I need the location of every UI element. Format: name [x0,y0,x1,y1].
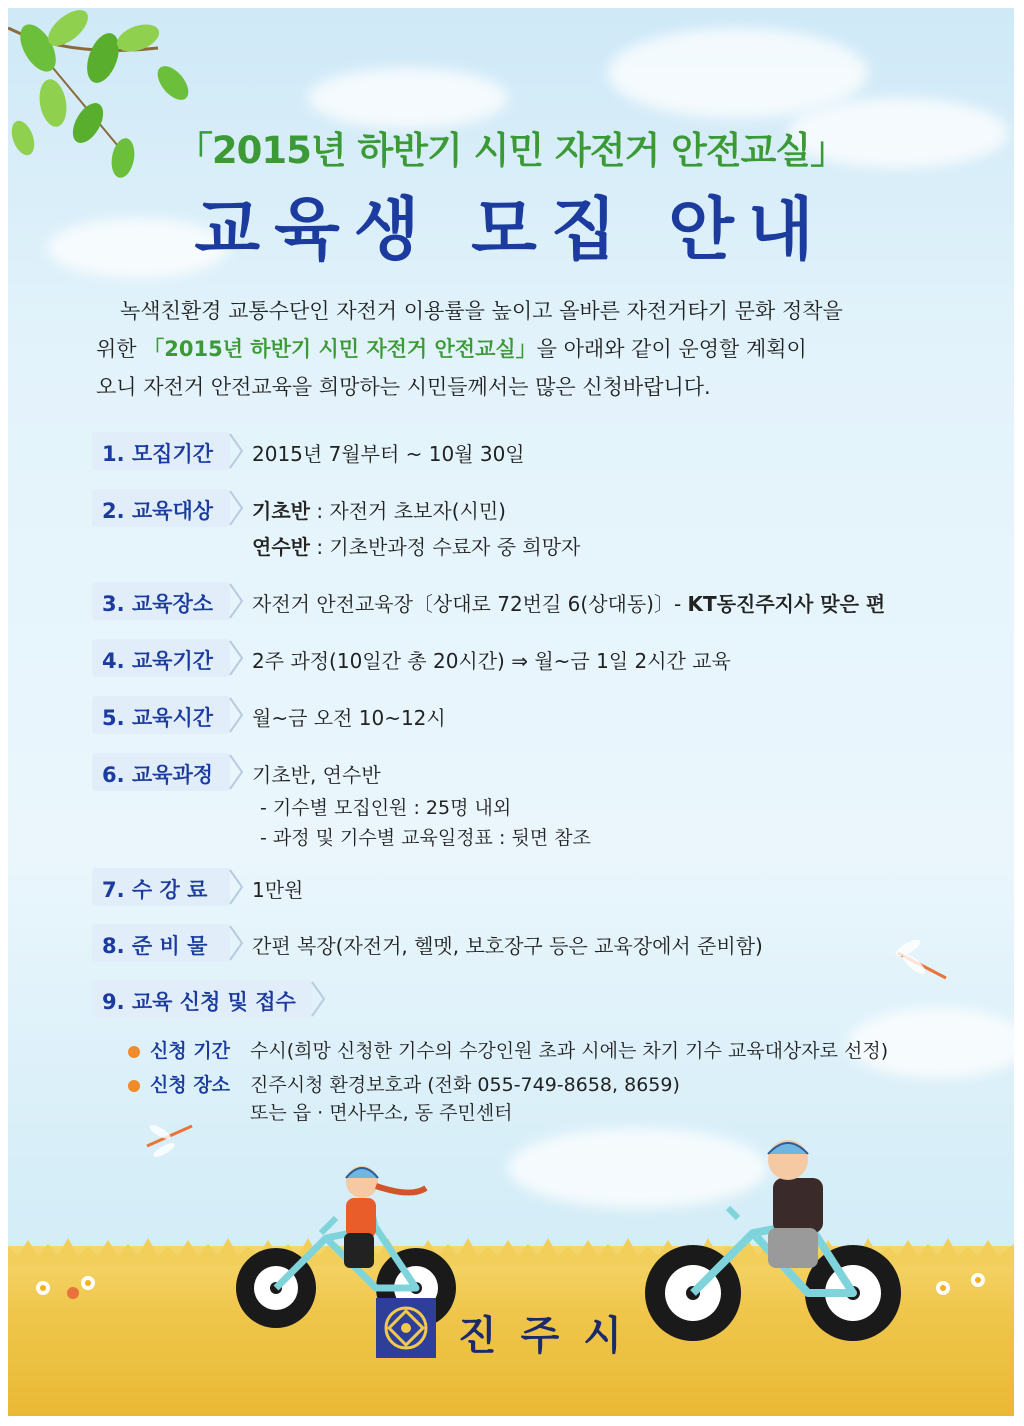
chevron-right-icon [228,639,244,677]
item-label [92,924,230,962]
application-period-label: 신청 기간 [150,1040,231,1062]
item-label [92,980,312,1018]
item-value: 기초반, 연수반 [252,763,381,787]
application-place-value: 진주시청 환경보호과 (전화 055-749-8658, 8659) [250,1074,680,1096]
item-label-text: 9. 교육 신청 및 접수 [102,990,296,1014]
item-label-text: 8. 준 비 물 [102,934,208,958]
advanced-class-label: 연수반 [252,535,310,559]
item-label [92,753,230,791]
chevron-right-icon [228,489,244,527]
application-period-value: 수시(희망 신청한 기수의 수강인원 초과 시에는 차기 기수 교육대상자로 선정) [250,1040,889,1062]
chevron-right-icon [228,696,244,734]
item-value: 2015년 7월부터 ~ 10월 30일 [252,442,525,466]
location-landmark: KT동진주지사 맞은 편 [687,592,886,616]
emblem-icon [376,1298,436,1358]
item-value [252,495,506,524]
item-label-text: 1. 모집기간 [102,442,214,466]
location-text: 자전거 안전교육장〔상대로 72번길 6(상대동)〕- [252,592,688,616]
organization-name: 진주시 [458,1313,646,1359]
item-label [92,582,230,620]
cloud [308,68,508,128]
intro-paragraph [96,292,936,406]
course-detail: - 기수별 모집인원 : 25명 내외 [260,797,512,819]
page-title: 교육생 모집 안내 [194,191,828,270]
intro-line-1: 녹색친환경 교통수단인 자전거 이용률을 높이고 올바른 자전거타기 문화 정착을 [120,299,843,323]
flowers-decoration [28,1268,108,1328]
intro-text: 위한 [96,337,144,361]
chevron-right-icon [310,980,326,1018]
intro-text: 을 아래와 같이 운영할 계획이 [536,337,807,361]
item-label-text: 2. 교육대상 [102,499,214,523]
intro-line-2 [96,330,936,368]
item-label [92,639,230,677]
chevron-right-icon [228,432,244,470]
item-label [92,696,230,734]
item-label-text: 3. 교육장소 [102,592,214,616]
flowers-decoration [928,1268,1008,1328]
item-label [92,868,230,906]
chevron-right-icon [228,924,244,962]
intro-highlight: 「2015년 하반기 시민 자전거 안전교실」 [143,337,537,361]
application-period [128,1036,888,1063]
item-label-text: 4. 교육기간 [102,649,214,673]
item-value [252,531,580,560]
item-label-text: 7. 수 강 료 [102,878,208,902]
chevron-right-icon [228,582,244,620]
item-value: 2주 과정(10일간 총 20시간) ⇒ 월~금 1일 2시간 교육 [252,649,731,673]
basic-class-desc: : 자전거 초보자(시민) [309,499,506,523]
intro-line-3: 오니 자전거 안전교육을 희망하는 시민들께서는 많은 신청바랍니다. [96,375,711,399]
item-label-text: 6. 교육과정 [102,763,214,787]
bullet-dot-icon [128,1080,140,1092]
chevron-right-icon [228,868,244,906]
application-place-value-extra: 또는 읍 · 면사무소, 동 주민센터 [250,1102,513,1124]
item-label [92,432,230,470]
event-subtitle: 「2015년 하반기 시민 자전거 안전교실」 [175,129,847,172]
application-place-label: 신청 장소 [150,1074,231,1096]
course-detail: - 과정 및 기수별 교육일정표 : 뒷면 참조 [260,827,591,849]
basic-class-label: 기초반 [252,499,310,523]
item-value [252,588,885,617]
item-value: 간편 복장(자전거, 헬멧, 보호장구 등은 교육장에서 준비함) [252,934,763,958]
advanced-class-desc: : 기초반과정 수료자 중 희망자 [309,535,581,559]
dragonfly-icon [888,938,958,988]
item-label-text: 5. 교육시간 [102,706,214,730]
item-label [92,489,230,527]
item-value: 1만원 [252,878,304,902]
item-value: 월~금 오전 10~12시 [252,706,446,730]
poster [8,8,1014,1416]
dragonfly-icon [142,1116,202,1161]
jinju-city-emblem [376,1298,436,1358]
chevron-right-icon [228,753,244,791]
cyclist-man-illustration [638,1118,908,1348]
application-place [128,1070,680,1097]
bullet-dot-icon [128,1046,140,1058]
